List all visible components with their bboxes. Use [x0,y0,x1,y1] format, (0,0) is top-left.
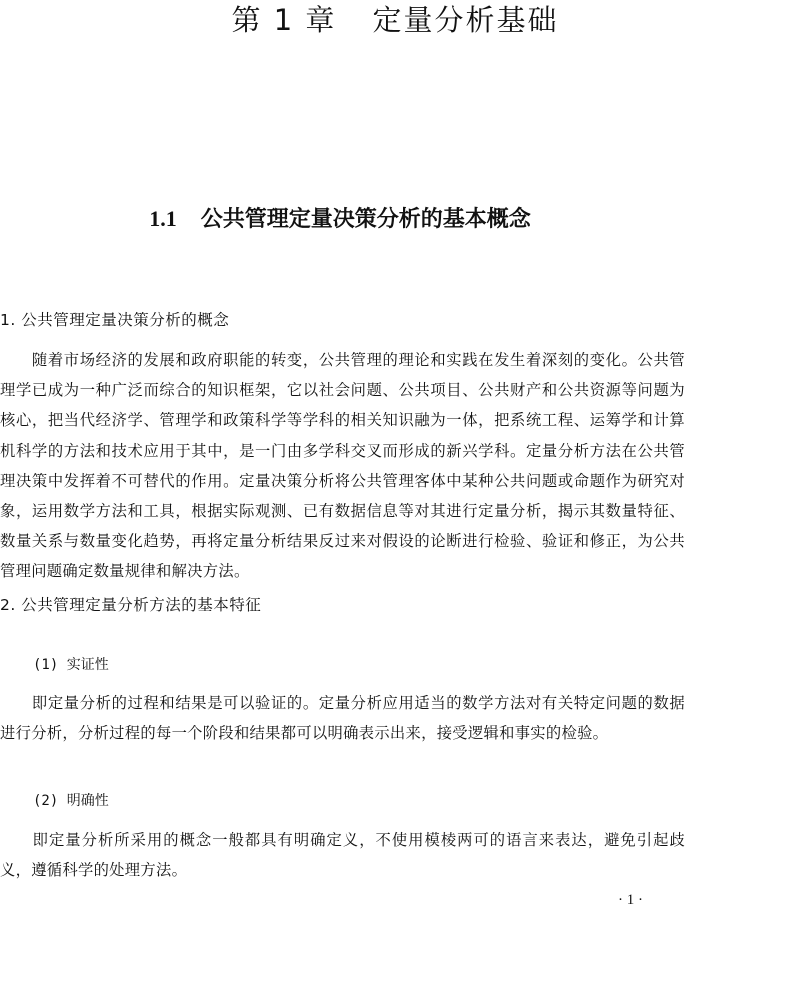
feature-label-1: (1) 实证性 [33,657,109,673]
section-name: 公共管理定量决策分析的基本概念 [200,206,531,231]
section-title [0,202,680,233]
section-number: 1.1 [149,206,177,231]
subsection-heading-2: 2. 公共管理定量分析方法的基本特征 [0,596,262,614]
chapter-title [0,0,790,39]
chapter-name: 定量分析基础 [372,3,559,37]
page-number: · 1 · [618,892,643,908]
feature-label-2: (2) 明确性 [33,793,109,809]
body-paragraph-1: 随着市场经济的发展和政府职能的转变，公共管理的理论和实践在发生着深刻的变化。公共管理学已成为一种广泛而综合的知识框架，它以社会问题、公共项目、公共财产和公共资源等问题为核心，把当代经济学、管理学和政策科学等学科的相关知识融为一体，把系统工程、运筹学和计算机科学的方法和技术应用于其中，是一门由多学科交叉而形成的新兴学科。定量分析方法在公共管理决策中发挥着不可替代的作用。定量决策分析将公共管理客体中某种公共问题或命题作为研究对象，运用数学方法和工具，根据实际观测、已有数据信息等对其进行定量分析，揭示其数量特征、数量关系与数量变化趋势，再将定量分析结果反过来对假设的论断进行检验、验证和修正，为公共管理问题确定数量规律和解决方法。 [0,351,685,581]
subsection-heading-1: 1. 公共管理定量决策分析的概念 [0,311,230,329]
chapter-number: 第 1 章 [231,3,337,37]
feature-paragraph-1: 即定量分析的过程和结果是可以验证的。定量分析应用适当的数学方法对有关特定问题的数据进行分析，分析过程的每一个阶段和结果都可以明确表示出来，接受逻辑和事实的检验。 [0,694,685,743]
feature-paragraph-2: 即定量分析所采用的概念一般都具有明确定义，不使用模棱两可的语言来表达，避免引起歧义，遵循科学的处理方法。 [0,831,685,880]
